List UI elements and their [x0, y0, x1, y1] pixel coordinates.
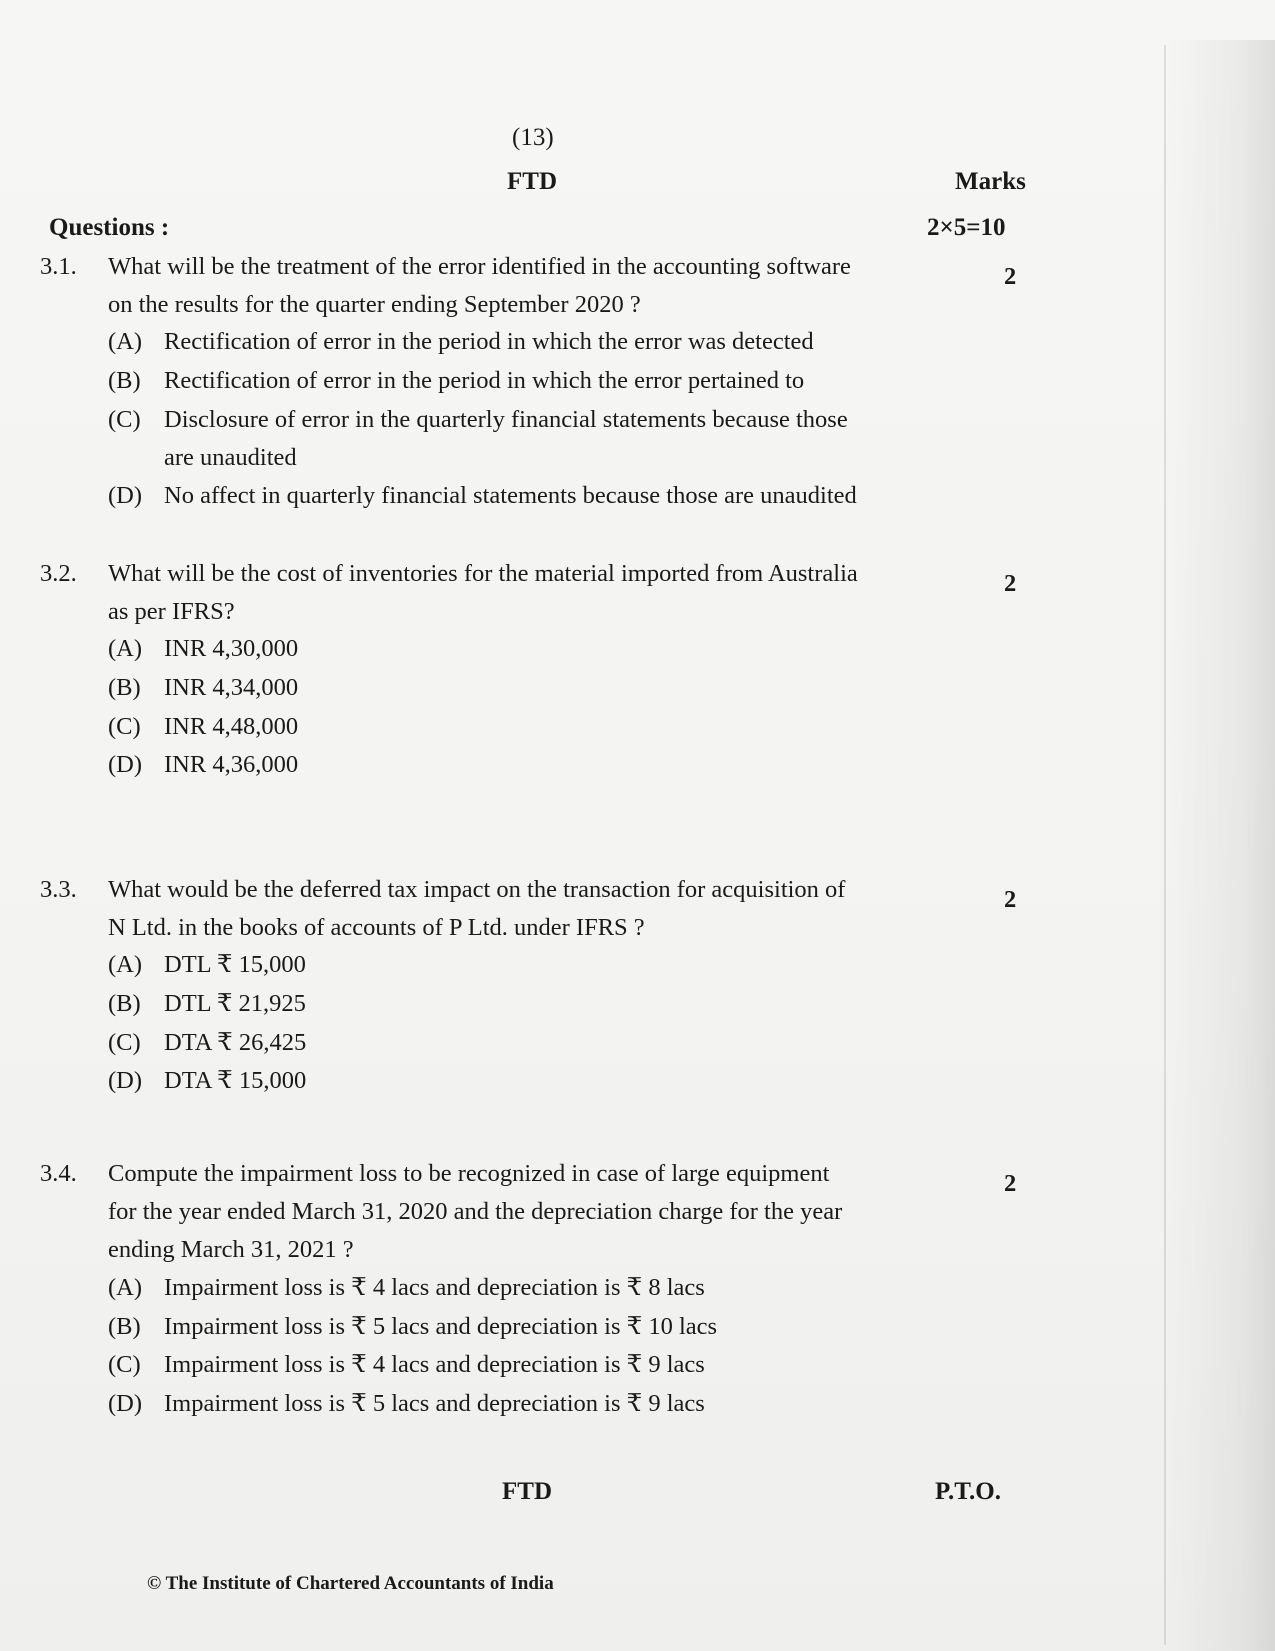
question-number: 3.4.: [40, 1160, 77, 1187]
option-label: (D): [108, 1390, 143, 1417]
option-label: (D): [108, 482, 143, 509]
question-marks: 2: [1004, 570, 1017, 597]
questions-heading: Questions :: [49, 214, 170, 241]
option-text: DTL ₹ 15,000: [164, 951, 306, 978]
question-number: 3.2.: [40, 560, 77, 587]
question-text-line: N Ltd. in the books of accounts of P Ltd. under IFRS ?: [108, 914, 645, 941]
option-text-line: Disclosure of error in the quarterly financial statements because those: [164, 406, 848, 433]
question-text-line: on the results for the quarter ending September 2020 ?: [108, 291, 641, 318]
option-text: Impairment loss is ₹ 4 lacs and depreciation is ₹ 8 lacs: [164, 1274, 705, 1301]
page-number: (13): [512, 124, 554, 151]
question-text-line: What will be the treatment of the error identified in the accounting software: [108, 253, 851, 280]
footer-code: FTD: [502, 1478, 552, 1505]
option-label: (B): [108, 1313, 141, 1340]
footer-pto: P.T.O.: [935, 1478, 1001, 1505]
page-edge-shadow: [1165, 40, 1275, 1651]
option-text: No affect in quarterly financial statements because those are unaudited: [164, 482, 857, 509]
option-text: DTA ₹ 26,425: [164, 1029, 307, 1056]
question-number: 3.3.: [40, 876, 77, 903]
option-label: (C): [108, 713, 141, 740]
question-text: [108, 248, 988, 324]
question-marks: 2: [1004, 886, 1017, 913]
question-number: 3.1.: [40, 253, 77, 280]
question-marks: 2: [1004, 263, 1017, 290]
option-label: (C): [108, 406, 141, 433]
option-text-line: are unaudited: [164, 444, 297, 471]
option-text: Impairment loss is ₹ 5 lacs and depreciation is ₹ 10 lacs: [164, 1313, 718, 1340]
question-text-line: Compute the impairment loss to be recognized in case of large equipment: [108, 1160, 830, 1187]
option-label: (A): [108, 951, 143, 978]
option-label: (D): [108, 1067, 143, 1094]
option-text: DTL ₹ 21,925: [164, 990, 306, 1017]
question-text-line: What will be the cost of inventories for the material imported from Australia: [108, 560, 858, 587]
question-text-line: as per IFRS?: [108, 598, 235, 625]
option-text: Rectification of error in the period in which the error pertained to: [164, 367, 805, 394]
option-label: (A): [108, 1274, 143, 1301]
option-label: (C): [108, 1351, 141, 1378]
option-label: (D): [108, 751, 143, 778]
option-label: (A): [108, 635, 143, 662]
option-text: Rectification of error in the period in which the error was detected: [164, 328, 814, 355]
option-text: DTA ₹ 15,000: [164, 1067, 307, 1094]
question-marks: 2: [1004, 1170, 1017, 1197]
marks-heading: Marks: [955, 168, 1026, 195]
option-label: (B): [108, 367, 141, 394]
option-text: [164, 401, 994, 477]
question-text-line: ending March 31, 2021 ?: [108, 1236, 354, 1263]
question-text: [108, 1155, 988, 1269]
question-text-line: for the year ended March 31, 2020 and the depreciation charge for the year: [108, 1198, 843, 1225]
option-text: INR 4,48,000: [164, 713, 299, 740]
question-text: [108, 555, 988, 631]
total-marks: 2×5=10: [927, 214, 1006, 241]
option-text: Impairment loss is ₹ 5 lacs and depreciation is ₹ 9 lacs: [164, 1390, 705, 1417]
option-label: (C): [108, 1029, 141, 1056]
header-code: FTD: [507, 168, 557, 195]
option-label: (B): [108, 990, 141, 1017]
page-edge-line: [1164, 45, 1166, 1645]
option-text: Impairment loss is ₹ 4 lacs and depreciation is ₹ 9 lacs: [164, 1351, 705, 1378]
option-label: (B): [108, 674, 141, 701]
option-text: INR 4,36,000: [164, 751, 299, 778]
option-label: (A): [108, 328, 143, 355]
option-text: INR 4,34,000: [164, 674, 299, 701]
option-text: INR 4,30,000: [164, 635, 299, 662]
copyright-notice: © The Institute of Chartered Accountants of India: [147, 1573, 554, 1594]
question-text-line: What would be the deferred tax impact on the transaction for acquisition of: [108, 876, 846, 903]
question-text: [108, 871, 988, 947]
